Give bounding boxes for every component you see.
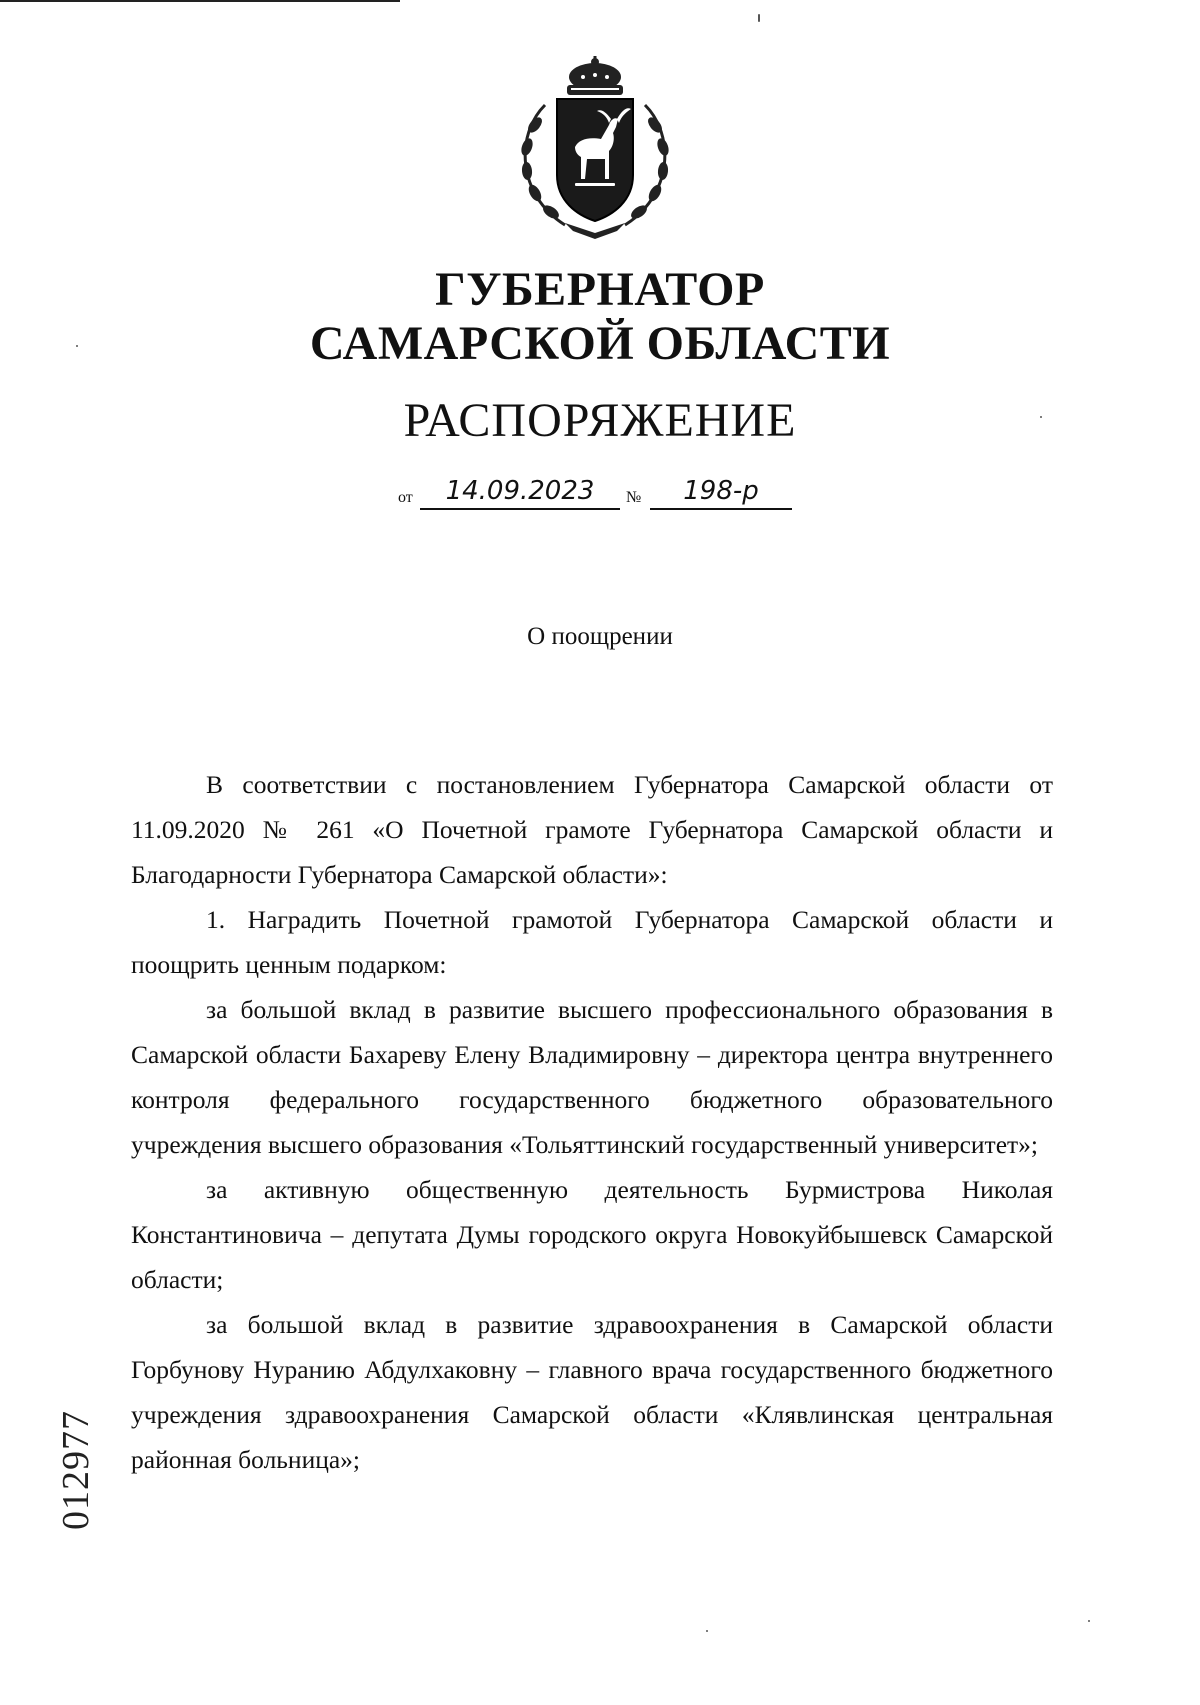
scan-speck (706, 1630, 708, 1632)
paragraph-item-1: 1. Наградить Почетной грамотой Губернатора Самарской области и поощрить ценным подарком: (131, 905, 1053, 979)
paragraph-award-bakhareva: за большой вклад в развитие высшего профессионального образования в Самарской области Бахареву Елену Владимировну – директора центра внутреннего контроля федерального государственного бюджетного образовательного учреждения высшего образования «Тольяттинский государственный университет»; (131, 995, 1053, 1159)
number-label: № (626, 489, 642, 506)
document-date-field: 14.09.2023 (420, 474, 620, 510)
issuer-title-line2: САМАРСКОЙ ОБЛАСТИ (309, 317, 891, 370)
document-subject: О поощрении (527, 623, 673, 650)
paragraph-award-burmistrov: за активную общественную деятельность Бурмистрова Николая Константиновича – депутата Думы городского округа Новокуйбышевск Самарской области; (131, 1175, 1053, 1294)
scan-edge-line (0, 0, 400, 2)
samara-coat-of-arms-icon (505, 55, 685, 240)
document-body (131, 762, 1053, 1482)
paragraph-preamble: В соответствии с постановлением Губернатора Самарской области от 11.09.2020 № 261 «О Почетной грамоте Губернатора Самарской области и Благодарности Губернатора Самарской области»: (131, 770, 1053, 889)
date-label: от (398, 489, 413, 506)
scan-speck (1088, 1620, 1090, 1622)
scan-speck (758, 14, 760, 22)
paragraph-award-gorbunova: за большой вклад в развитие здравоохранения в Самарской области Горбунову Нуранию Абдулхаковну – главного врача государственного бюджетного учреждения здравоохранения Самарской области «Клявлинская центральная районная больница»; (131, 1310, 1053, 1474)
document-type-title: РАСПОРЯЖЕНИЕ (403, 394, 797, 447)
document-number-field: 198-р (650, 474, 792, 510)
issuer-title-line1: ГУБЕРНАТОР (435, 263, 765, 316)
form-serial-number: 012977 (55, 1410, 97, 1530)
